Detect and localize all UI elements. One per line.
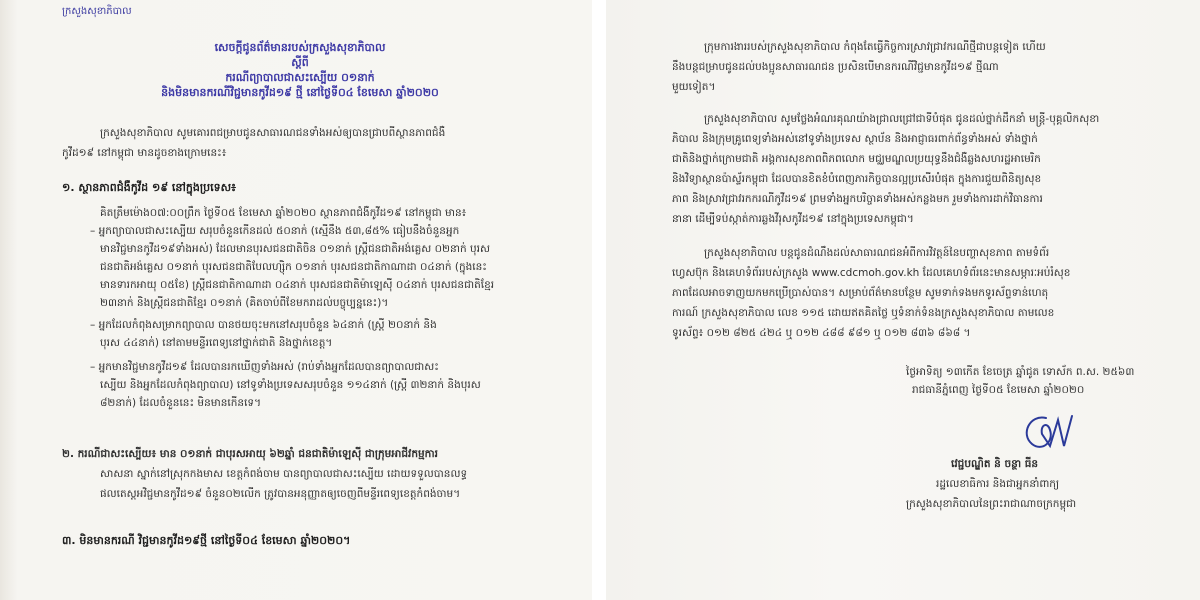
para-3-line: ក្រសួងសុខាភិបាល បន្តជូនដំណឹងដល់សាធារណជនអំពីការវិវត្តន៍នៃបញ្ហាសុខភាព តាមទំព័រ <box>704 247 1050 259</box>
section-2-line: សាសនា ស្នាក់នៅស្រុកកងមាស ខេត្តកំពង់ចាម បានព្យាបាលជាសះស្បើយ ដោយទទួលបានលទ្ធ <box>100 468 468 480</box>
signatory-title: រដ្ឋលេខាធិការ និងជាអ្នកនាំពាក្យ <box>936 478 1060 490</box>
section-1-line: មានវិជ្ជមានកូវីដ១៩ទាំងអស់) ដែលមានបុរសជនជាតិចិន ០១នាក់ ស្ត្រីជនជាតិអង់គ្លេស ០២នាក់ បុរស <box>100 243 490 255</box>
section-1-title: ១. ស្ថានភាពជំងឺកូវីដ ១៩ នៅក្នុងប្រទេស៖ <box>62 181 236 194</box>
section-2-line: ផលតេស្តអវិជ្ជមានកូវីដ១៩ ចំនួន០២លើក ត្រូវបានអនុញ្ញាតឲ្យចេញពីមន្ទីរពេទ្យខេត្តកំពង់ចាម។ <box>100 488 461 500</box>
section-1-line: គិតត្រឹមម៉ោង០៧:០០ព្រឹក ថ្ងៃទី០៥ ខែមេសា ឆ្នាំ២០២០ ស្ថានភាពជំងឺកូវីដ១៩ នៅកម្ពុជា មាន៖ <box>100 207 467 219</box>
heading-line-4: និងមិនមានករណីវិជ្ជមានកូវីដ១៩ ថ្មី នៅថ្ងៃទី០៤ ខែមេសា ឆ្នាំ២០២០ <box>161 86 439 99</box>
section-2-line: ២. ករណីជាសះស្បើយ៖ មាន ០១នាក់ ជាបុរសអាយុ ៦២ឆ្នាំ ជនជាតិម៉ាឡេស៊ី ជាក្រុមអាជីវកម្មការ <box>62 448 439 460</box>
section-1-line: – អ្នកដែលកំពុងសម្រាកព្យាបាល បានថយចុះមកនៅសរុបចំនួន ៦៤នាក់ (ស្ត្រី ២០នាក់ និង <box>90 319 437 331</box>
heading-line-2: ស្តីពី <box>291 56 309 69</box>
heading-line-1: សេចក្តីជូនព័ត៌មានរបស់ក្រសួងសុខាភិបាល <box>214 41 386 54</box>
para-2-line: នានា ដើម្បីទប់ស្កាត់ការឆ្លងវីរុសកូវីដ១៩ នៅក្នុងប្រទេសកម្ពុជា។ <box>672 213 914 225</box>
para-2-line: ជាតិនិងថ្នាក់ក្រោមជាតិ អង្គការសុខភាពពិភពលោក មជ្ឈមណ្ឌលប្រយុទ្ធនឹងជំងឺឆ្លងសហរដ្ឋអាមេរិក <box>672 153 1041 165</box>
section-1-line: ៨២នាក់) ដែលចំនួននេះ មិនមានកើនទេ។ <box>100 397 261 409</box>
section-1-line: – អ្នកមានវិជ្ជមានកូវីដ១៩ ដែលបានរកឃើញទាំងអស់ (រាប់ទាំងអ្នកដែលបានព្យាបាលជាសះ <box>90 361 439 373</box>
para-1-line: មួយទៀត។ <box>672 81 716 93</box>
heading-line-3: ករណីព្យាបាលជាសះស្បើយ ០១នាក់ <box>225 71 375 84</box>
left-document-page <box>0 0 592 600</box>
section-1-line: ជនជាតិអង់គ្លេស ០១នាក់ បុរសជនជាតិបែលហ្ស៊ិក ០១នាក់ បុរសជនជាតិកាណាដា ០៤នាក់ (ក្នុងនេះ <box>100 261 487 273</box>
para-3-line: ហ្វេសប៊ុក និងគេហទំព័ររបស់ក្រសួង www.cdcmoh.gov.kh ដែលគេហទំព័រនេះមានសម្ភារៈអប់រំសុខ <box>672 267 1071 279</box>
ministry-tag: ក្រសួងសុខាភិបាល <box>62 6 132 17</box>
date-lunar: ថ្ងៃអាទិត្យ ១៣កើត ខែចេត្រ ឆ្នាំជូត ទោស័ក ព.ស. ២៥៦៣ <box>906 366 1135 378</box>
date-gregorian: រាជធានីភ្នំពេញ ថ្ងៃទី០៥ ខែមេសា ឆ្នាំ២០២០ <box>912 384 1085 396</box>
intro-line-2: កូវីដ១៩ នៅកម្ពុជា មានដូចខាងក្រោមនេះ៖ <box>62 147 227 159</box>
para-2-line: និងវិទ្យាស្ថានប៉ាស្ទ័រកម្ពុជា ដែលបានខិតខំបំពេញភារកិច្ចបានល្អប្រសើរបំផុត ក្នុងការជួយពិនិត្យសុខ <box>672 173 1042 185</box>
para-2-line: ភាព និងស្រាវជ្រាវរកករណីកូវីដ១៩ ព្រមទាំងអ្នកបរិច្ចាគទាំងអស់កន្លងមក រួមទាំងការដាក់វិធានការ <box>672 193 1043 205</box>
para-3-line: ការណ៍ ក្រសួងសុខាភិបាល លេខ ១១៥ ដោយឥតគិតថ្លៃ ឬទំនាក់ទំនងក្រសួងសុខាភិបាល តាមលេខ <box>672 307 1055 319</box>
section-1-line: – អ្នកព្យាបាលជាសះស្បើយ សរុបចំនួនកើនដល់ ៥០នាក់ (ស្មើនឹង ៥៣,៨៥% ធៀបនឹងចំនួនអ្នក <box>90 225 460 237</box>
section-3-title: ៣. មិនមានករណី វិជ្ជមានកូវីដ១៩ថ្មី នៅថ្ងៃទី០៤ ខែមេសា ឆ្នាំ២០២០។ <box>62 534 351 547</box>
para-2-line: ក្រសួងសុខាភិបាល សូមថ្លែងអំណរគុណយ៉ាងជ្រាលជ្រៅជាទីបំផុត ជូនដល់ថ្នាក់ដឹកនាំ មន្ត្រី-បុគ្គលិកសុខា <box>704 113 1100 125</box>
para-1-line: ក្រុមការងាររបស់ក្រសួងសុខាភិបាល កំពុងតែធ្វើកិច្ចការស្រាវជ្រាវករណីថ្មីជាបន្តទៀត ហើយ <box>704 41 1046 53</box>
section-1-line: ២៣នាក់ និងស្ត្រីជនជាតិខ្មែរ ០១នាក់ (គិតចាប់ពីខែមករាដល់បច្ចុប្បន្ននេះ)។ <box>100 297 389 309</box>
signatory-name: វេជ្ជបណ្ឌិត និ ចន្ថា ធីន <box>951 458 1039 470</box>
handwritten-signature <box>1010 400 1090 460</box>
para-1-line: នឹងបន្តជម្រាបជូនដល់បងប្អូនសាធារណជន ប្រសិនបើមានករណីវិជ្ជមានកូវីដ១៩ ថ្មីណា <box>672 61 999 73</box>
section-1-line: បុរស ៤៤នាក់) នៅតាមមន្ទីរពេទ្យនៅថ្នាក់ជាតិ និងថ្នាក់ខេត្ត។ <box>100 337 333 349</box>
intro-line-1: ក្រសួងសុខាភិបាល សូមគោរពជម្រាបជូនសាធារណជនទាំងអស់ឲ្យបានជ្រាបពីស្ថានភាពជំងឺ <box>100 127 446 139</box>
para-3-line: ទូរស័ព្ទ៖ ០១២ ៨២៥ ៤២៤ ឬ ០១២ ៤៨៨ ៩៨១ ឬ ០១២ ៨៣៦ ៨៦៨ ។ <box>672 327 971 339</box>
signatory-ministry: ក្រសួងសុខាភិបាលនៃព្រះរាជាណាចក្រកម្ពុជា <box>906 498 1077 510</box>
right-document-page <box>606 0 1200 600</box>
para-2-line: ភិបាល និងក្រុមគ្រូពេទ្យទាំងអស់នៅទូទាំងប្រទេស ស្ថាប័ន និងអាជ្ញាធរពាក់ព័ន្ធទាំងអស់ ទាំងថ្នាក់ <box>672 133 1038 145</box>
para-3-line: ភាពដែលអាចទាញយកមកប្រើប្រាស់បាន។ សម្រាប់ព័ត៌មានបន្ថែម សូមទាក់ទងមកទូរស័ព្ទទាន់ហេតុ <box>672 287 1049 299</box>
section-1-line: ស្បើយ និងអ្នកដែលកំពុងព្យាបាល) នៅទូទាំងប្រទេសសរុបចំនួន ១១៤នាក់ (ស្ត្រី ៣២នាក់ និងបុរស <box>100 379 481 391</box>
section-1-line: មានទារកអាយុ ០៥ខែ) ស្ត្រីជនជាតិកាណាដា ០៤នាក់ បុរសជនជាតិម៉ាឡេស៊ី ០៤នាក់ បុរសជនជាតិខ្មែរ <box>100 279 495 291</box>
